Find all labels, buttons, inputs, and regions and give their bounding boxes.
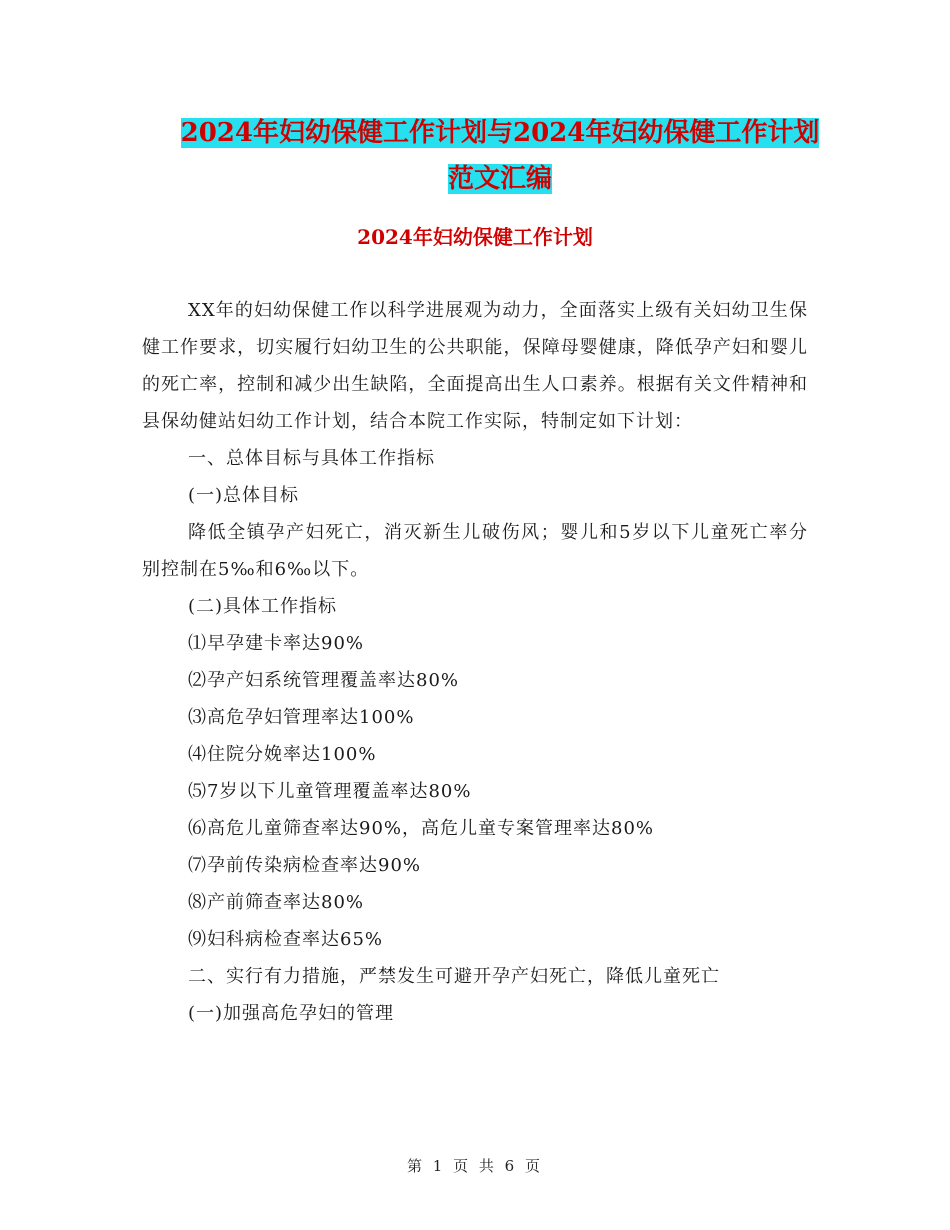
indicator-item: ⑶高危孕妇管理率达100% [188,707,415,728]
indicator-item: ⑴早孕建卡率达90% [188,633,365,654]
main-title-line-1: 2024年妇幼保健工作计划与2024年妇幼保健工作计划 [180,118,820,148]
section-title: 2024年妇幼保健工作计划 [357,225,593,249]
document-body [142,292,808,1032]
page-number-footer: 第 1 页 共 6 页 [407,1157,543,1175]
document-main-title [140,110,860,202]
subheading-1-2: (二)具体工作指标 [188,596,338,617]
indicator-item: ⑼妇科病检查率达65% [188,929,384,950]
heading-2: 二、实行有力措施，严禁发生可避开孕产妇死亡，降低儿童死亡 [188,966,720,987]
overall-goal-paragraph: 降低全镇孕产妇死亡，消灭新生儿破伤风；婴儿和5岁以下儿童死亡率分别控制在5‰和6‰以下。 [142,522,808,580]
indicator-item: ⑻产前筛查率达80% [188,892,365,913]
indicator-item: ⑸7岁以下儿童管理覆盖率达80% [188,781,472,802]
subheading-2-1: (一)加强高危孕妇的管理 [188,1003,395,1024]
indicator-item: ⑵孕产妇系统管理覆盖率达80% [188,670,460,691]
heading-1: 一、总体目标与具体工作指标 [188,448,435,469]
indicator-item: ⑷住院分娩率达100% [188,744,377,765]
indicator-item: ⑺孕前传染病检查率达90% [188,855,422,876]
intro-paragraph: XX年的妇幼保健工作以科学进展观为动力，全面落实上级有关妇幼卫生保健工作要求，切实履行妇幼卫生的公共职能，保障母婴健康，降低孕产妇和婴儿的死亡率，控制和减少出生缺陷，全面提高出生人口素养。根据有关文件精神和县保幼健站妇幼工作计划，结合本院工作实际，特制定如下计划： [142,300,808,432]
indicator-item: ⑹高危儿童筛查率达90%，高危儿童专案管理率达80% [188,818,655,839]
main-title-line-2: 范文汇编 [447,164,552,194]
subheading-1-1: (一)总体目标 [188,485,300,506]
